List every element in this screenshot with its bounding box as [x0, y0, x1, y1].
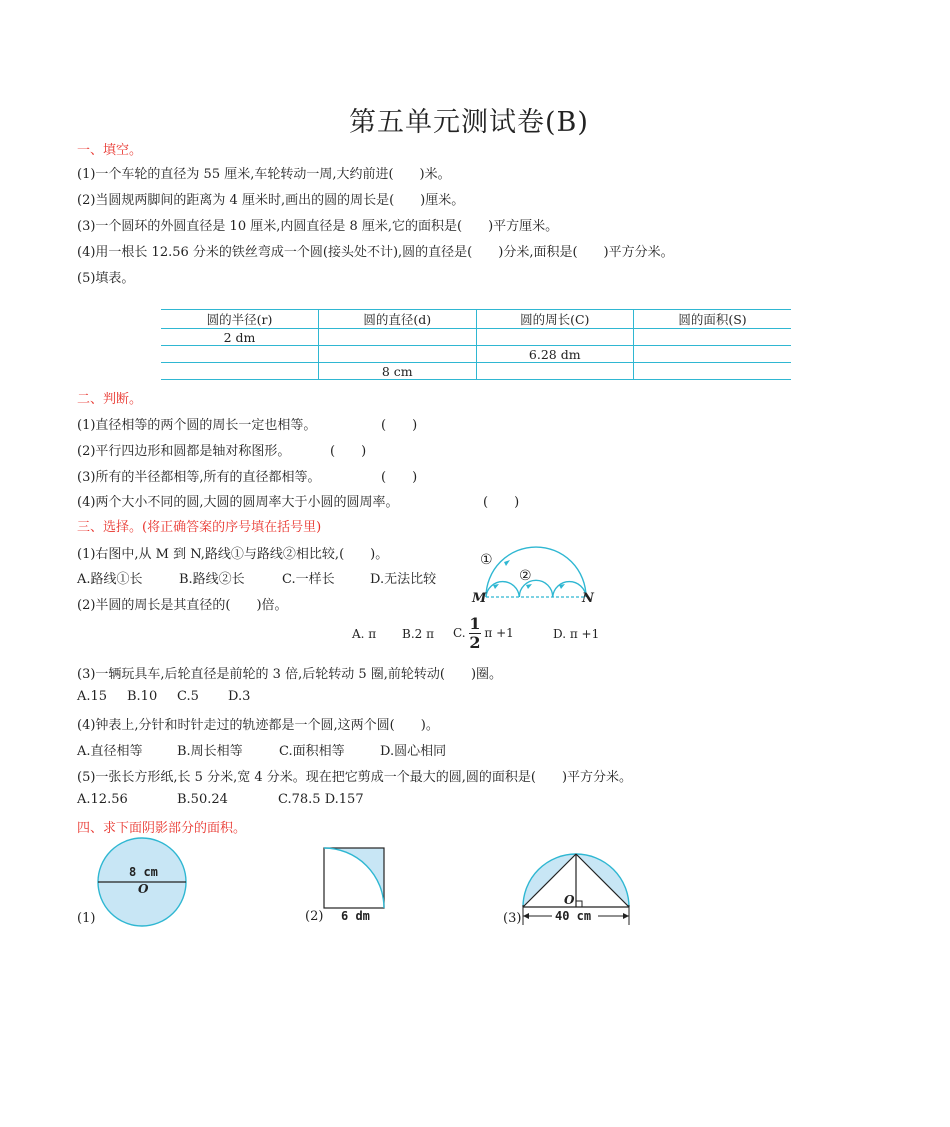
table-cell: [319, 346, 477, 363]
choice-q2-option-b: B.2 π: [402, 627, 434, 641]
judge-answer-paren: ( ): [381, 418, 418, 433]
judge-question-1: (1)直径相等的两个圆的周长一定也相等。: [77, 418, 317, 433]
choice-q3-option-b: B.10: [127, 689, 158, 704]
choice-question-3: (3)一辆玩具车,后轮直径是前轮的 3 倍,后轮转动 5 圈,前轮转动( )圈。: [77, 667, 503, 682]
arrow-icon: [504, 560, 510, 566]
table-cell: [476, 363, 634, 380]
point-n-label: N: [582, 591, 594, 605]
choice-q3-option-d: D.3: [228, 689, 251, 704]
choice-q2-option-d: D. π +1: [553, 627, 600, 641]
option-c-suffix: π +1: [484, 626, 514, 640]
circle-table: [161, 309, 791, 380]
route-1-arc: [486, 547, 586, 597]
diameter-label: 8 cm: [129, 865, 158, 879]
choice-q1-option-a: A.路线①长: [77, 572, 143, 587]
choice-q1-option-c: C.一样长: [282, 572, 335, 587]
choice-q1-option-d: D.无法比较: [370, 572, 437, 587]
choice-q5-option-cd: C.78.5 D.157: [278, 792, 364, 807]
section-judge-heading: 二、判断。: [77, 392, 143, 407]
choice-q4-option-b: B.周长相等: [177, 744, 243, 759]
arrow-icon: [526, 584, 532, 589]
figure-2-square: [322, 846, 386, 910]
choice-q5-option-a: A.12.56: [77, 792, 128, 807]
diameter-label: 40 cm: [555, 909, 592, 923]
table-cell: [161, 346, 319, 363]
table-cell: [634, 329, 792, 346]
option-c-prefix: C.: [453, 626, 466, 640]
table-row: [161, 363, 791, 380]
choice-q3-option-c: C.5: [177, 689, 199, 704]
choice-question-2: (2)半圆的周长是其直径的( )倍。: [77, 598, 288, 613]
figure-1-label: (1): [77, 911, 96, 926]
figure-1-circle: [95, 836, 189, 928]
table-cell: 6.28 dm: [476, 346, 634, 363]
figure-2-label: (2): [305, 909, 324, 924]
center-label: O: [564, 893, 575, 907]
judge-question-3: (3)所有的半径都相等,所有的直径都相等。: [77, 470, 321, 485]
table-row: [161, 329, 791, 346]
table-header: 圆的半径(r): [161, 310, 319, 329]
table-cell: 8 cm: [319, 363, 477, 380]
judge-answer-paren: ( ): [381, 470, 418, 485]
judge-question-4: (4)两个大小不同的圆,大圆的圆周率大于小圆的圆周率。: [77, 495, 399, 510]
choice-q2-option-c: [453, 615, 514, 652]
judge-answer-paren: ( ): [483, 495, 520, 510]
table-header: 圆的周长(C): [476, 310, 634, 329]
table-cell: [319, 329, 477, 346]
table-header: 圆的直径(d): [319, 310, 477, 329]
fraction-one-half: [469, 615, 480, 652]
choice-q1-option-b: B.路线②长: [179, 572, 245, 587]
route-figure: [466, 540, 596, 605]
route-2-label: ②: [519, 568, 532, 584]
fill-question-5: (5)填表。: [77, 271, 135, 286]
fill-question-3: (3)一个圆环的外圆直径是 10 厘米,内圆直径是 8 厘米,它的面积是( )平方厘米。: [77, 219, 559, 234]
figure-2-side-label: 6 dm: [341, 909, 370, 923]
route-1-label: ①: [480, 552, 493, 568]
fill-question-4: (4)用一根长 12.56 分米的铁丝弯成一个圆(接头处不计),圆的直径是( )分米,面积是( )平方分米。: [77, 245, 674, 260]
table-cell: [634, 363, 792, 380]
fill-question-1: (1)一个车轮的直径为 55 厘米,车轮转动一周,大约前进( )米。: [77, 167, 451, 182]
arrow-left-icon: [523, 913, 529, 919]
table-row: [161, 346, 791, 363]
shaded-corner: [324, 848, 384, 908]
page-title: 第五单元测试卷(B): [349, 107, 589, 138]
table-cell: [476, 329, 634, 346]
choice-q3-option-a: A.15: [77, 689, 108, 704]
fraction-denominator: 2: [469, 633, 481, 652]
section-area-heading: 四、求下面阴影部分的面积。: [77, 821, 247, 836]
table-header-row: [161, 310, 791, 329]
table-cell: [634, 346, 792, 363]
choice-q4-option-a: A.直径相等: [77, 744, 143, 759]
route-2-arc: [553, 582, 586, 597]
judge-question-2: (2)平行四边形和圆都是轴对称图形。: [77, 444, 291, 459]
table-cell: 2 dm: [161, 329, 319, 346]
arrow-right-icon: [623, 913, 629, 919]
choice-q4-option-c: C.面积相等: [279, 744, 345, 759]
choice-q5-option-b: B.50.24: [177, 792, 228, 807]
point-m-label: M: [472, 591, 487, 605]
table-cell: [161, 363, 319, 380]
route-2-arc: [486, 582, 519, 597]
section-choice-heading: 三、选择。(将正确答案的序号填在括号里): [77, 520, 322, 535]
figure-3-semicircle: [519, 847, 633, 925]
figure-3-label: (3): [503, 911, 522, 926]
fill-question-2: (2)当圆规两脚间的距离为 4 厘米时,画出的圆的周长是( )厘米。: [77, 193, 465, 208]
judge-answer-paren: ( ): [330, 444, 367, 459]
choice-question-4: (4)钟表上,分针和时针走过的轨迹都是一个圆,这两个圆( )。: [77, 718, 439, 733]
choice-question-5: (5)一张长方形纸,长 5 分米,宽 4 分米。现在把它剪成一个最大的圆,圆的面积是( )平方分米。: [77, 770, 633, 785]
section-fill-heading: 一、填空。: [77, 143, 143, 158]
table-header: 圆的面积(S): [634, 310, 792, 329]
choice-q4-option-d: D.圆心相同: [380, 744, 447, 759]
center-label: O: [138, 882, 149, 896]
choice-question-1: (1)右图中,从 M 到 N,路线①与路线②相比较,( )。: [77, 547, 389, 562]
fraction-numerator: 1: [469, 614, 481, 633]
choice-q2-option-a: A. π: [352, 627, 377, 641]
